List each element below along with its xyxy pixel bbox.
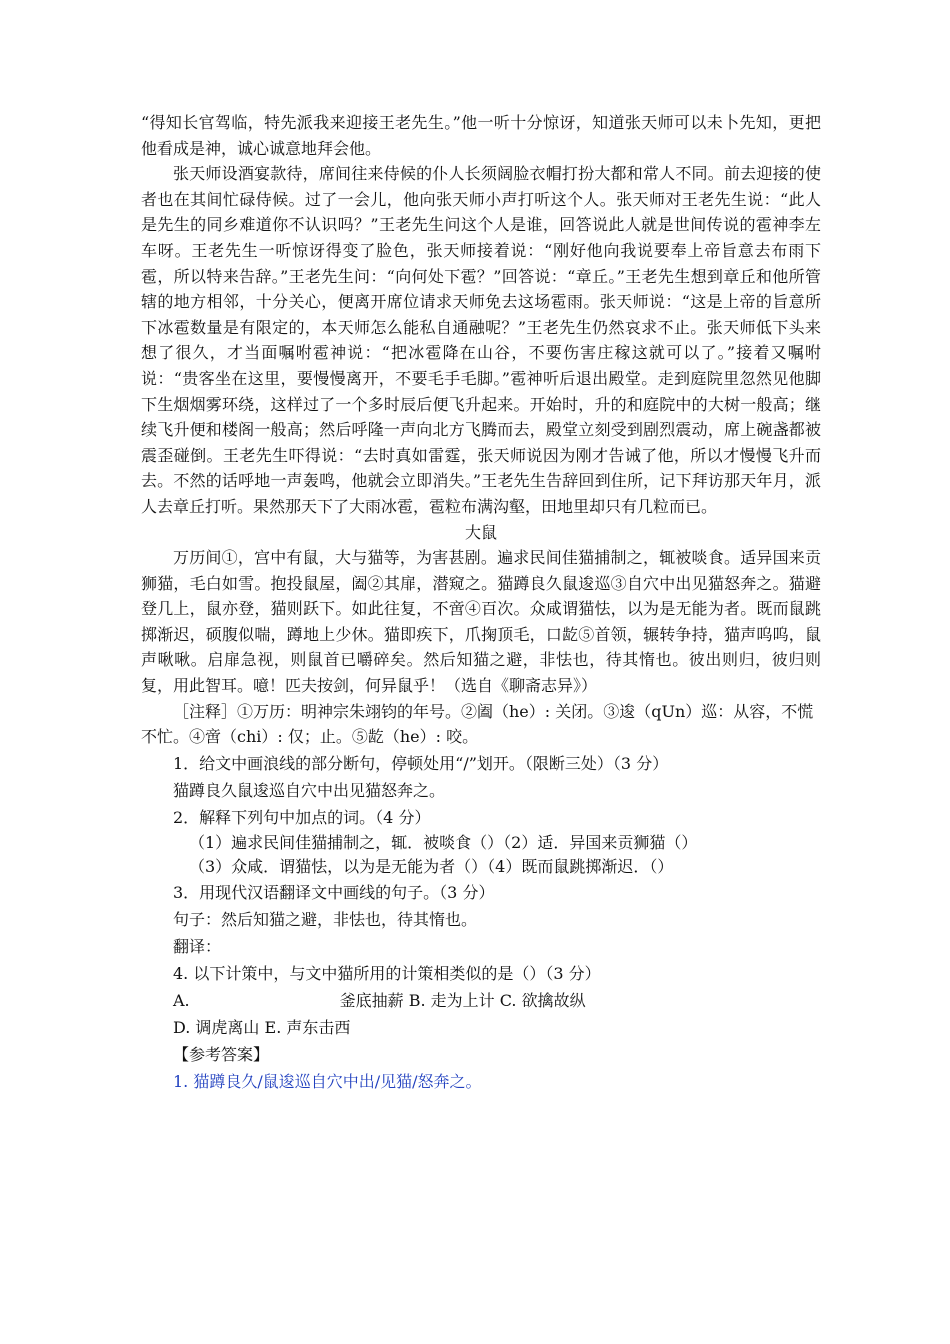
question-2: 2．解释下列句中加点的词。（4 分）	[173, 807, 431, 827]
question-3: 3．用现代汉语翻译文中画线的句子。（3 分）	[173, 882, 495, 902]
answer-heading: 【参考答案】	[173, 1044, 270, 1064]
question-4-options-line-1	[141, 987, 821, 1014]
question-4-options-line-2: D. 调虎离山 E. 声东击西	[173, 1017, 351, 1037]
story-paragraph-2: 张天师设酒宴款待，席间往来侍候的仆人长须阔脸衣帽打扮大都和常人不同。前去迎接的使者也在其间忙碌侍候。过了一会儿，他向张天师小声打听这个人。张天师对王老先生说：“此人是先生的同乡难道你不认识吗？”王老先生问这个人是谁，回答说此人就是世间传说的雹神李左车呀。王老先生一听惊讶得变了脸色，张天师接着说：“刚好他向我说要奉上帝旨意去布雨下雹，所以特来告辞。”王老先生问：“向何处下雹？”回答说：“章丘。”王老先生想到章丘和他所管辖的地方相邻，十分关心，便离开席位请求天师免去这场雹雨。张天师说：“这是上帝的旨意所下冰雹数量是有限定的，本天师怎么能私自通融呢？”王老先生仍然哀求不止。张天师低下头来想了很久，才当面嘱咐雹神说：“把冰雹降在山谷，不要伤害庄稼这就可以了。”接着又嘱咐说：“贵客坐在这里，要慢慢离开，不要毛手毛脚。”雹神听后退出殿堂。走到庭院里忽然见他脚下生烟烟雾环绕，这样过了一个多时辰后便飞升起来。开始时，升的和庭院中的大树一般高；继续飞升便和楼阁一般高；然后呼隆一声向北方飞腾而去，殿堂立刻受到剧烈震动，席上碗盏都被震歪碰倒。王老先生吓得说：“去时真如雷霆，张天师说因为刚才告诫了他，所以才慢慢飞升而去。不然的话呼地一声轰鸣，他就会立即消失。”王老先生告辞回到住所，记下拜访那天年月，派人去章丘打听。果然那天下了大雨冰雹，雹粒布满沟壑，田地里却只有几粒而已。	[141, 164, 821, 516]
question-2-line-2: （3）众咸．谓猫怯，以为是无能为者（）（4）既而鼠跳掷渐迟．（）	[189, 856, 674, 876]
dashu-text: 万历间①，宫中有鼠，大与猫等，为害甚剧。遍求民间佳猫捕制之，辄被啖食。适异国来贡狮猫，毛白如雪。抱投鼠屋，阖②其扉，潜窥之。猫蹲良久鼠逡巡③自穴中出见猫怒奔之。猫避登几上，鼠亦登，猫则跃下。如此往复，不啻④百次。众咸谓猫怯，以为是无能为者。既而鼠跳掷渐迟，硕腹似喘，蹲地上少休。猫即疾下，爪掬顶毛，口龁⑤首领，辗转争持，猫声呜呜，鼠声啾啾。启扉急视，则鼠首已嚼碎矣。然后知猫之避，非怯也，待其惰也。彼出则归，彼归则复，用此智耳。噫！匹夫按剑，何异鼠乎！（选自《聊斋志异》）	[141, 548, 821, 696]
story-paragraph-1: “得知长官驾临，特先派我来迎接王老先生。”他一听十分惊讶，知道张天师可以未卜先知，更把他看成是神，诚心诚意地拜会他。	[141, 113, 821, 158]
document-body	[141, 110, 821, 1095]
question-2-line-1: （1）遍求民间佳猫捕制之，辄．被啖食（）（2）适．异国来贡狮猫（）	[189, 832, 698, 852]
question-3-sentence: 句子：然后知猫之避，非怯也，待其惰也。	[173, 909, 478, 929]
question-4: 4. 以下计策中，与文中猫所用的计策相类似的是（）（3 分）	[173, 963, 601, 983]
answer-1: 1. 猫蹲良久/鼠逡巡自穴中出/见猫/怒奔之。	[173, 1071, 482, 1091]
option-a-rest: 釜底抽薪 B. 走为上计 C. 欲擒故纵	[339, 990, 586, 1010]
dashu-title: 大鼠	[464, 522, 497, 542]
question-1-text: 猫蹲良久鼠逡巡自穴中出见猫怒奔之。	[173, 780, 446, 800]
question-1: 1．给文中画浪线的部分断句，停顿处用“/”划开。（限断三处）（3 分）	[173, 753, 669, 773]
question-3-translate: 翻译：	[173, 936, 222, 956]
dashu-note: ［注释］①万历：明神宗朱翊钧的年号。②阖（he）: 关闭。③逡（qUn）巡：从容，不慌不忙。④啻（chi）: 仅；止。⑤龁（he）: 咬。	[141, 701, 814, 747]
option-a-label: A.	[173, 990, 190, 1010]
